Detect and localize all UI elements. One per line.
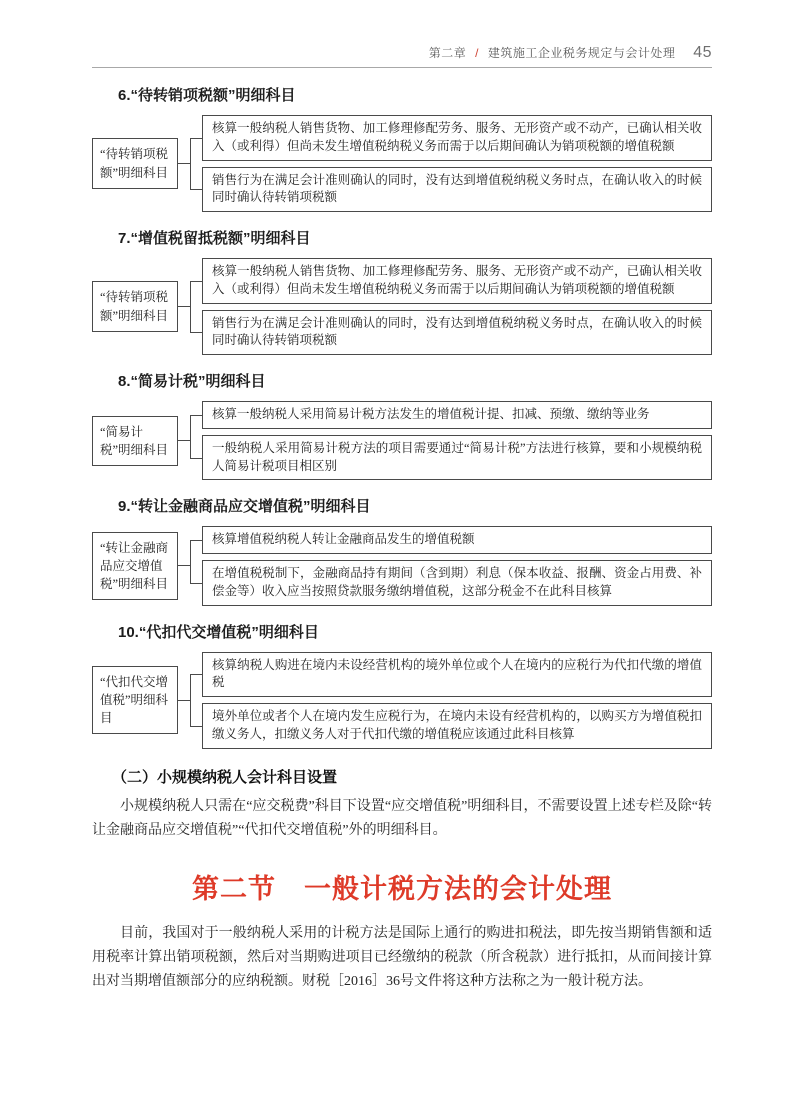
diagram-row — [190, 255, 712, 307]
item-7-heading: 7.“增值税留抵税额”明细科目 — [118, 230, 311, 247]
diagram-row — [190, 398, 712, 432]
header-rule — [92, 67, 712, 68]
diagram-rows — [190, 255, 712, 358]
chapter-separator: / — [475, 46, 479, 60]
account-name-box: “简易计税”明细科目 — [92, 416, 178, 466]
diagram-rows — [190, 112, 712, 215]
diagram-rows — [190, 523, 712, 608]
item-7-diagram — [92, 255, 712, 358]
description-box: 核算一般纳税人销售货物、加工修理修配劳务、服务、无形资产或不动产，已确认相关收入（或利得）但尚未发生增值税纳税义务而需于以后期间确认为销项税额的增值税额 — [202, 258, 712, 304]
diagram-row — [190, 432, 712, 484]
item-8-diagram — [92, 398, 712, 483]
account-name-box: “转让金融商品应交增值税”明细科目 — [92, 532, 178, 600]
connector-line — [178, 306, 190, 307]
diagram-row — [190, 164, 712, 216]
account-name-box: “待转销项税额”明细科目 — [92, 138, 178, 188]
chapter-title: 建筑施工企业税务规定与会计处理 — [487, 46, 676, 60]
description-box: 境外单位或者个人在境内发生应税行为，在境内未设有经营机构的，以购买方为增值税扣缴义务人，扣缴义务人对于代扣代缴的增值税应该通过此科目核算 — [202, 703, 712, 749]
account-name-box: “代扣代交增值税”明细科目 — [92, 666, 178, 734]
diagram-row — [190, 307, 712, 359]
description-box: 一般纳税人采用简易计税方法的项目需要通过“简易计税”方法进行核算，要和小规模纳税人简易计税项目相区别 — [202, 435, 712, 481]
item-10-diagram — [92, 649, 712, 752]
diagram-rows — [190, 398, 712, 483]
connector-line — [178, 700, 190, 701]
account-name-box: “待转销项税额”明细科目 — [92, 281, 178, 331]
diagram-row — [190, 649, 712, 701]
diagram-row — [190, 700, 712, 752]
description-box: 核算增值税纳税人转让金融商品发生的增值税额 — [202, 526, 712, 554]
subsection-paragraph: 小规模纳税人只需在“应交税费”科目下设置“应交增值税”明细科目，不需要设置上述专栏及除“转让金融商品应交增值税”“代扣代交增值税”外的明细科目。 — [92, 798, 712, 838]
diagram-row — [190, 112, 712, 164]
page-header — [92, 44, 712, 62]
description-box: 销售行为在满足会计准则确认的同时，没有达到增值税纳税义务时点，在确认收入的时候同时确认待转销项税额 — [202, 310, 712, 356]
description-box: 核算一般纳税人销售货物、加工修理修配劳务、服务、无形资产或不动产，已确认相关收入（或利得）但尚未发生增值税纳税义务而需于以后期间确认为销项税额的增值税额 — [202, 115, 712, 161]
description-box: 销售行为在满足会计准则确认的同时，没有达到增值税纳税义务时点，在确认收入的时候同时确认待转销项税额 — [202, 167, 712, 213]
section2-heading: 第二节 一般计税方法的会计处理 — [192, 873, 612, 904]
item-9-heading: 9.“转让金融商品应交增值税”明细科目 — [118, 498, 371, 516]
description-box: 在增值税税制下，金融商品持有期间（含到期）利息（保本收益、报酬、资金占用费、补偿金等）收入应当按照贷款服务缴纳增值税，这部分税金不在此科目核算 — [202, 560, 712, 606]
item-6-heading: 6.“待转销项税额”明细科目 — [118, 87, 296, 104]
diagram-rows — [190, 649, 712, 752]
page-number: 45 — [693, 44, 712, 61]
item-8-heading: 8.“简易计税”明细科目 — [118, 373, 266, 390]
subsection-heading: （二）小规模纳税人会计科目设置 — [112, 768, 338, 786]
chapter-label: 第二章 — [428, 46, 467, 60]
item-10-heading: 10.“代扣代交增值税”明细科目 — [118, 623, 319, 641]
item-9-diagram — [92, 523, 712, 608]
connector-line — [178, 440, 190, 441]
item-6-diagram — [92, 112, 712, 215]
section2-paragraph: 目前，我国对于一般纳税人采用的计税方法是国际上通行的购进扣税法，即先按当期销售额和适用税率计算出销项税额，然后对当期购进项目已经缴纳的税款（所含税款）进行抵扣，从而间接计算出对当期增值额部分的应纳税额。财税［2016］36号文件将这种方法称之为一般计税方法。 — [92, 925, 712, 989]
connector-line — [178, 565, 190, 566]
diagram-row — [190, 557, 712, 609]
diagram-row — [190, 523, 712, 557]
description-box: 核算一般纳税人采用简易计税方法发生的增值税计提、扣减、预缴、缴纳等业务 — [202, 401, 712, 429]
connector-line — [178, 163, 190, 164]
page-body — [92, 84, 712, 994]
description-box: 核算纳税人购进在境内未设经营机构的境外单位或个人在境内的应税行为代扣代缴的增值税 — [202, 652, 712, 698]
